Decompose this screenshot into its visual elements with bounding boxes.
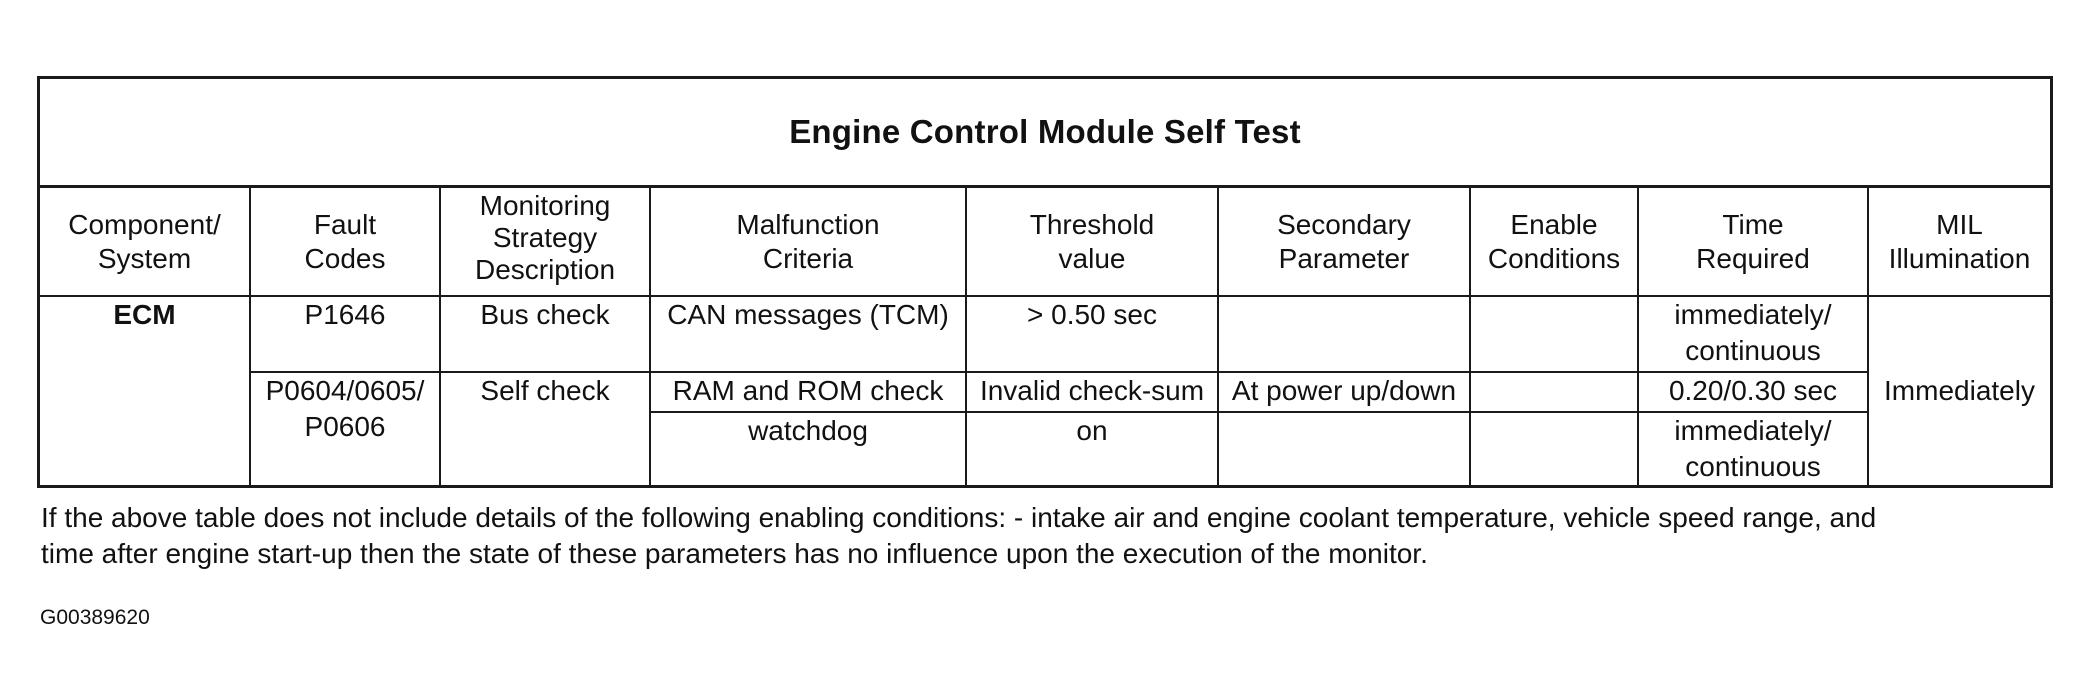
time-required-text: immediately/ [1674,415,1832,446]
threshold-cell: Invalid check-sum [966,372,1218,412]
header-text: Fault [313,208,377,240]
header-text: Malfunction [736,208,880,240]
time-required-text: continuous [1685,451,1821,482]
time-required-cell [1638,296,1868,372]
time-required-text: continuous [1685,335,1821,366]
header-threshold-value [966,188,1218,296]
threshold-cell: on [966,412,1218,485]
enable-cell [1470,412,1638,485]
component-value: ECM [113,299,176,330]
secondary-cell [1218,412,1470,485]
data-grid [40,188,2050,485]
header-text: Component/ [68,208,221,240]
footnote [41,500,2051,572]
header-fault-codes [250,188,440,296]
header-text: Illumination [1888,242,2031,274]
mil-cell: Immediately [1868,296,2050,485]
time-required-cell [1638,412,1868,485]
footnote-line: If the above table does not include details of the following enabling conditions: - intake air and engine coolant temperature, vehicle speed range, and [41,502,1877,533]
figure-id: G00389620 [40,606,150,629]
header-secondary-parameter [1218,188,1470,296]
header-row [40,188,2050,296]
secondary-cell [1218,296,1470,372]
header-text: Description [474,254,616,285]
header-malfunction-criteria [650,188,966,296]
header-text: value [1058,242,1126,274]
component-cell [40,296,250,485]
footnote-line: time after engine start-up then the state of these parameters has no influence upon the execution of the monitor. [41,538,1428,569]
header-text: Time [1722,208,1784,240]
fault-code-cell: P1646 [250,296,440,372]
time-required-text: immediately/ [1674,299,1832,330]
fault-code-cell [250,372,440,485]
header-enable-conditions [1470,188,1638,296]
table-row [40,372,2050,412]
header-text: Strategy [492,222,598,253]
enable-cell [1470,296,1638,372]
header-text: Threshold [1029,208,1155,240]
header-time-required [1638,188,1868,296]
monitoring-cell: Bus check [440,296,650,372]
enable-cell [1470,372,1638,412]
header-text: Monitoring [479,190,611,221]
header-text: MIL [1936,208,1983,240]
header-text: Conditions [1487,242,1621,274]
fault-code-text: P0604/0605/ [265,375,425,406]
malfunction-cell: CAN messages (TCM) [650,296,966,372]
malfunction-cell: RAM and ROM check [650,372,966,412]
header-text: Criteria [762,242,854,274]
self-test-table [37,76,2053,488]
header-text: Secondary [1277,208,1411,240]
header-text: Codes [304,242,386,274]
fault-code-text: P0606 [304,411,386,442]
malfunction-cell: watchdog [650,412,966,485]
secondary-cell: At power up/down [1218,372,1470,412]
table-title: Engine Control Module Self Test [40,79,2050,188]
header-component-system [40,188,250,296]
header-text: Parameter [1278,242,1410,274]
table-row [40,296,2050,372]
time-required-cell: 0.20/0.30 sec [1638,372,1868,412]
header-mil-illumination [1868,188,2050,296]
header-text: Required [1696,242,1810,274]
monitoring-cell: Self check [440,372,650,485]
header-monitoring-strategy [440,188,650,296]
threshold-cell: > 0.50 sec [966,296,1218,372]
header-text: Enable [1510,208,1598,240]
header-text: System [97,242,192,274]
